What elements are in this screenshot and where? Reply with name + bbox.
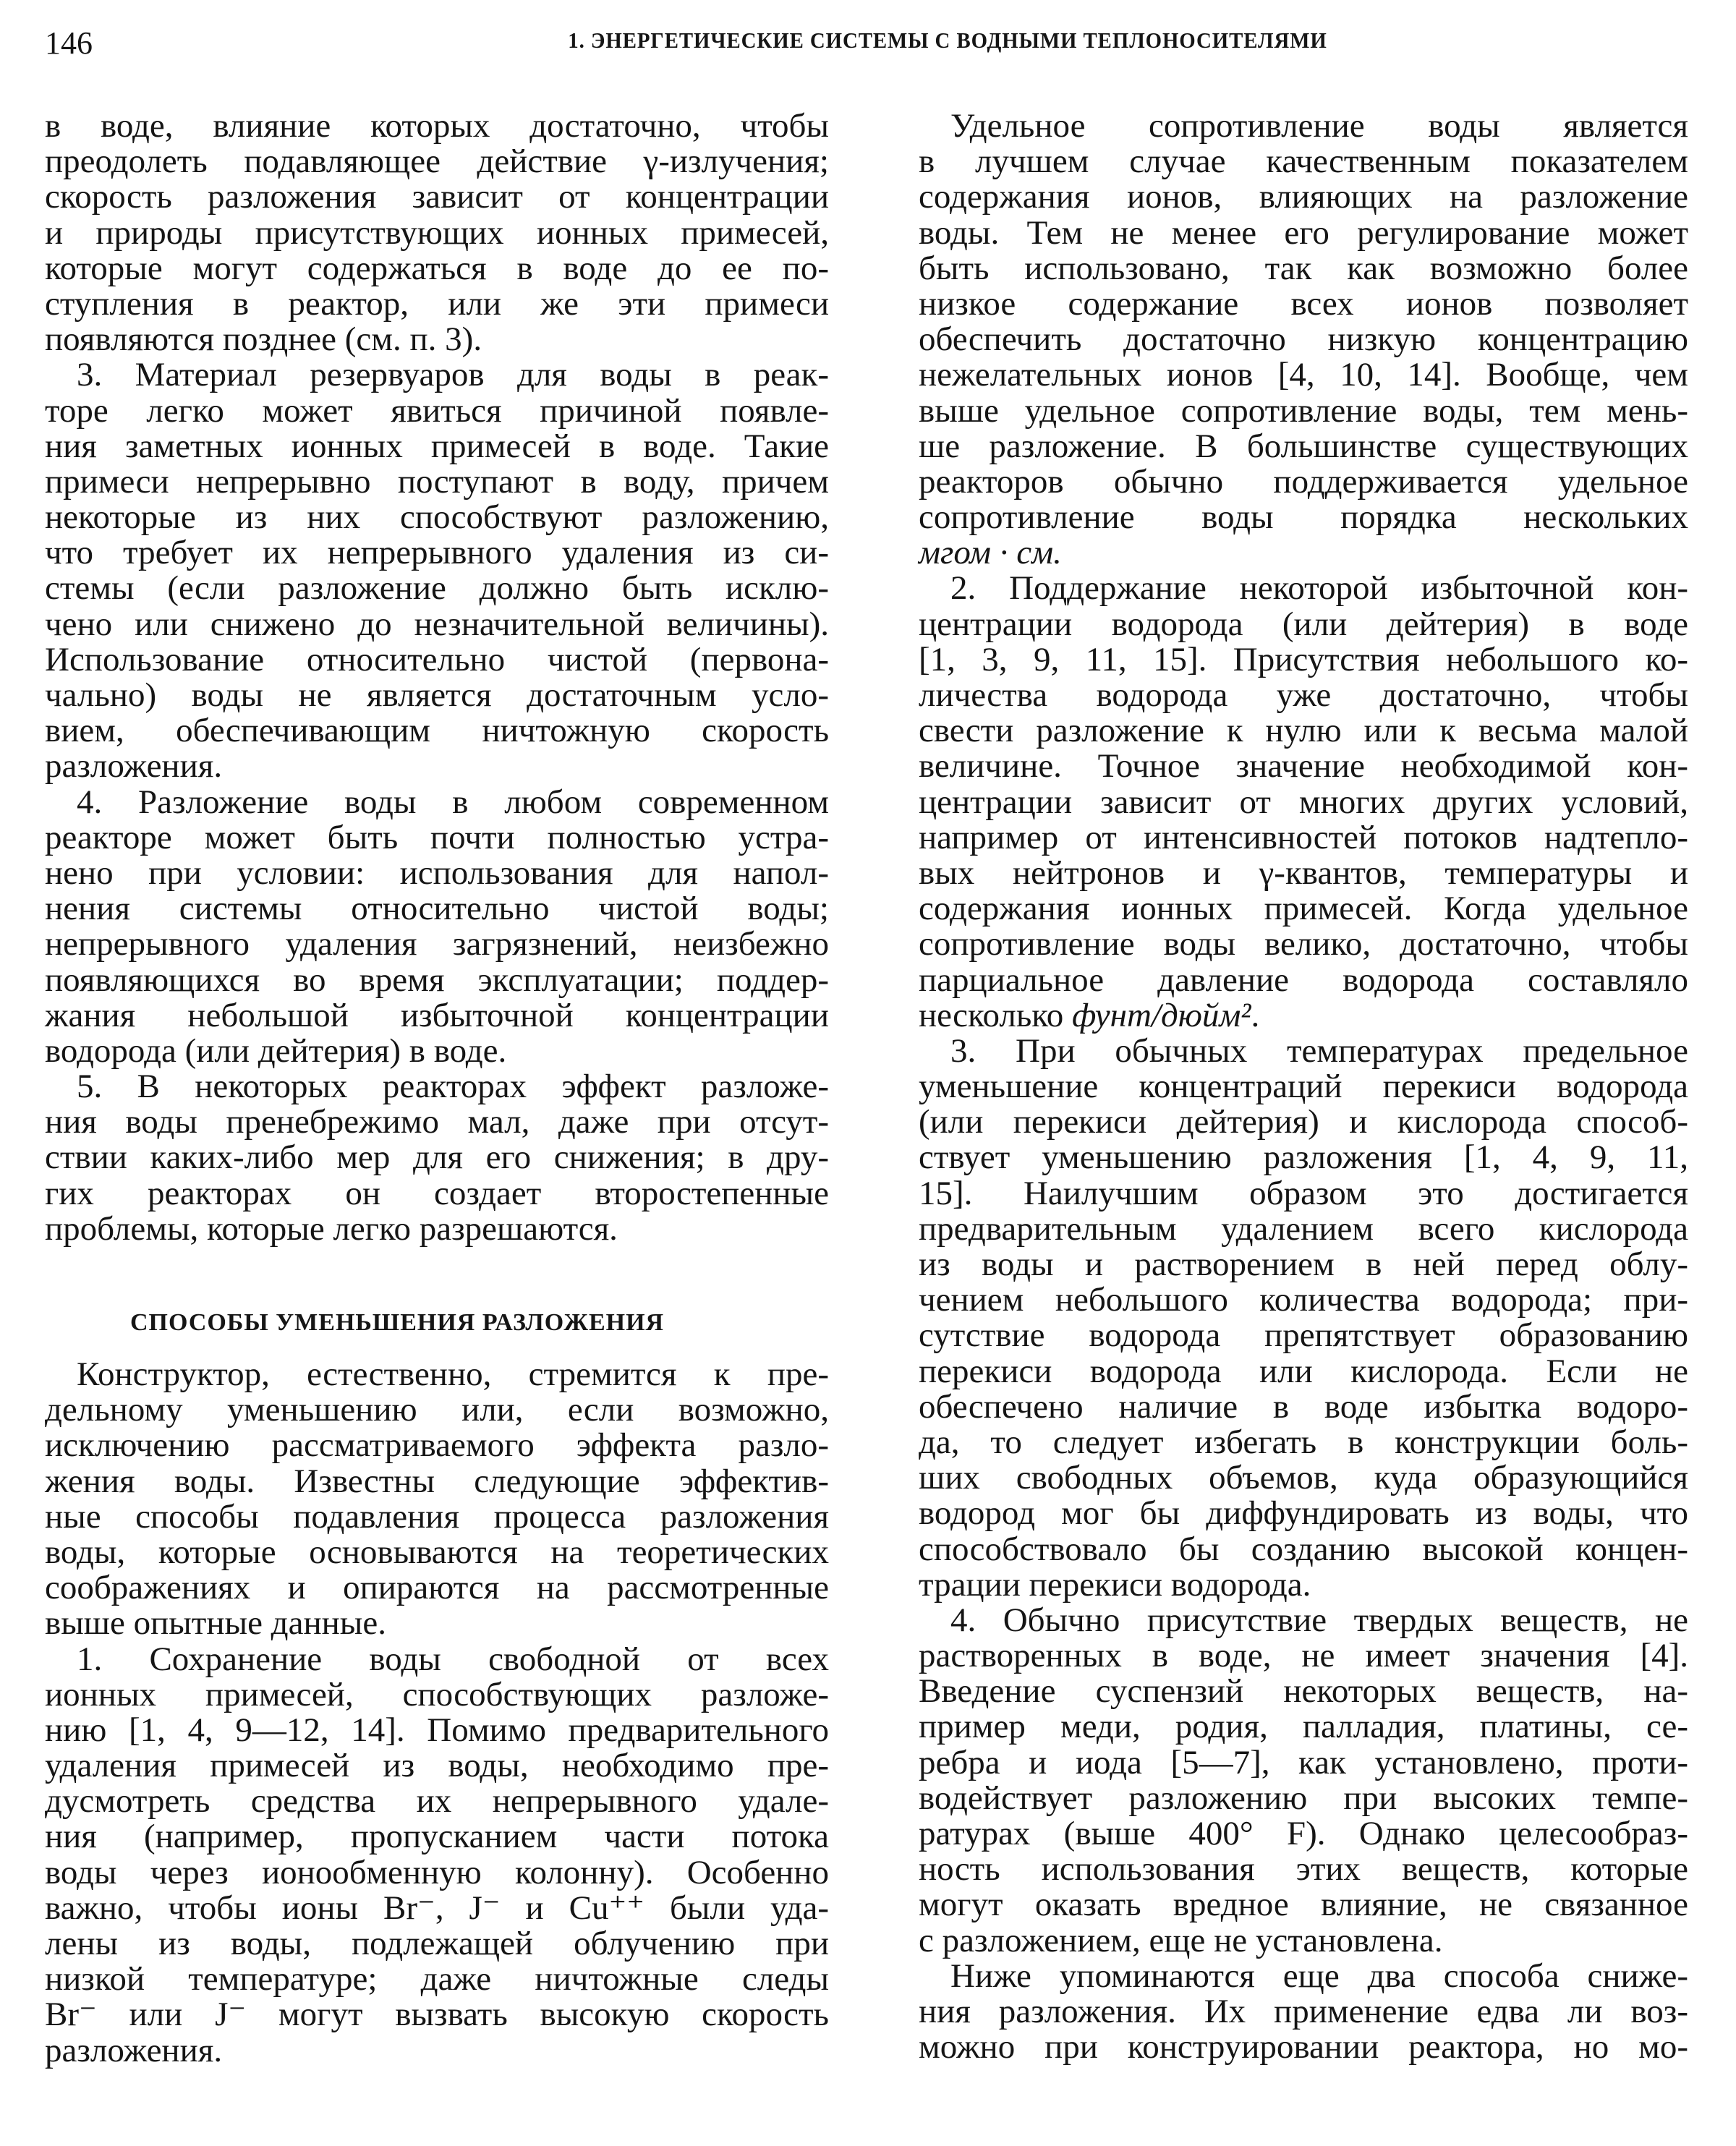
text-line: гих реакторах он создает второстепенные <box>45 1174 829 1212</box>
text-line: 1. Сохранение воды свободной от всех <box>77 1640 829 1678</box>
text-line: ионных примесей, способствующих разложе- <box>45 1675 829 1713</box>
text-line: воды, которые основываются на теоретических <box>45 1533 829 1571</box>
text-line: Удельное сопротивление воды является <box>950 107 1688 145</box>
text-line: ные способы подавления процесса разложения <box>45 1497 829 1536</box>
text-line: да, то следует избегать в конструкции боль- <box>919 1423 1688 1461</box>
text-line: нию [1, 4, 9—12, 14]. Помимо предварительного <box>45 1711 829 1749</box>
text-line: Br⁻ или J⁻ могут вызвать высокую скорость <box>45 1996 829 2034</box>
text-line: ратурах (выше 400° F). Однако целесообраз- <box>919 1815 1688 1852</box>
text-line: появляющихся во время эксплуатации; поддер- <box>45 961 829 999</box>
text-line: пример меди, родия, палладия, платины, се- <box>919 1708 1688 1746</box>
text-line: быть использовано, так как возможно более <box>919 249 1688 287</box>
text-line: нежелательных ионов [4, 10, 14]. Вообще, чем <box>919 356 1688 394</box>
text-line: 15]. Наилучшим образом это достигается <box>919 1174 1688 1212</box>
text-line: скорость разложения зависит от концентрации <box>45 178 829 216</box>
text-line: дельному уменьшению или, если возможно, <box>45 1391 829 1429</box>
text-line: ступления в реактор, или же эти примеси <box>45 284 829 323</box>
text-line: сопротивление воды велико, достаточно, чтобы <box>919 925 1688 963</box>
text-line: удаления примесей из воды, необходимо пре- <box>45 1747 829 1785</box>
text-line: ния заметных ионных примесей в воде. Такие <box>45 427 829 465</box>
text-line: ших свободных объемов, куда образующийся <box>919 1459 1688 1497</box>
paragraph <box>919 1956 1688 2066</box>
text-line: вием, обеспечивающим ничтожную скорость <box>45 712 829 750</box>
text-line: выше удельное сопротивление воды, тем мень- <box>919 391 1688 430</box>
text-line: [1, 3, 9, 11, 15]. Присутствия небольшого ко- <box>919 640 1688 678</box>
page-number: 146 <box>45 25 93 61</box>
text-line: могут оказать вредное влияние, не связанное <box>919 1886 1688 1924</box>
text-line: разложения. <box>45 2031 223 2069</box>
text-line: ния (например, пропусканием части потока <box>45 1818 829 1856</box>
text-line: свести разложение к нулю или к весьма малой <box>919 712 1688 750</box>
text-line: можно при конструировании реактора, но мо- <box>919 2028 1688 2066</box>
text-line: реакторе может быть почти полностью устра- <box>45 818 829 856</box>
text-line: воды через ионообменную колонну). Особенно <box>45 1853 829 1891</box>
text-line: в лучшем случае качественным показателем <box>919 142 1688 181</box>
left-column-bottom <box>45 1357 829 2069</box>
text-line: в воде, влияние которых достаточно, чтобы <box>45 107 829 145</box>
text-line: величине. Точное значение необходимой кон- <box>919 747 1688 785</box>
text-line: центрации зависит от многих других условий, <box>919 783 1688 821</box>
text-line: ния разложения. Их применение едва ли воз- <box>919 1992 1688 2030</box>
text-line: водорода (или дейтерия) в воде. <box>45 1031 507 1070</box>
italic-unit: мгом · см. <box>919 534 1062 572</box>
text-line: Ниже упоминаются еще два способа сниже- <box>950 1956 1688 1995</box>
text-line: из воды и растворением в ней перед облу- <box>919 1246 1688 1283</box>
text-line: ность использования этих веществ, которые <box>919 1850 1688 1889</box>
text-line: содержания ионов, влияющих на разложение <box>919 178 1688 216</box>
text-line: с разложением, еще не установлена. <box>919 1921 1443 1959</box>
text-line: водействует разложению при высоких темпе- <box>919 1779 1688 1817</box>
text-line: сутствие водорода препятствует образованию <box>919 1316 1688 1355</box>
text-line: Конструктор, естественно, стремится к пре- <box>77 1355 829 1393</box>
paragraph <box>45 785 829 1070</box>
text-line: дусмотреть средства их непрерывного удале- <box>45 1782 829 1821</box>
text-line: водород мог бы диффундировать из воды, что <box>919 1494 1688 1533</box>
text-line: чением небольшого количества водорода; при- <box>919 1281 1688 1319</box>
text-line: жания небольшой избыточной концентрации <box>45 996 829 1034</box>
text-line: ше разложение. В большинстве существующих <box>919 427 1688 465</box>
text-span: . <box>1251 996 1260 1034</box>
text-line: (или перекиси дейтерия) и кислорода способ- <box>919 1103 1688 1141</box>
text-line: парциальное давление водорода составляло <box>919 961 1688 999</box>
text-line: способствовало бы созданию высокой концен- <box>919 1530 1688 1568</box>
text-line: содержания ионных примесей. Когда удельное <box>919 890 1688 928</box>
text-line: обеспечено наличие в воде избытка водоро- <box>919 1387 1688 1426</box>
text-line: жения воды. Известны следующие эффектив- <box>45 1462 829 1500</box>
text-line <box>919 535 1688 571</box>
text-line: которые могут содержаться в воде до ее по- <box>45 249 829 287</box>
text-line: проблемы, которые легко разрешаются. <box>45 1209 618 1248</box>
text-line: Использование относительно чистой (первона- <box>45 640 829 678</box>
text-line: ствии каких-либо мер для его снижения; в дру- <box>45 1138 829 1177</box>
text-line: 3. Материал резервуаров для воды в реак- <box>77 356 829 394</box>
text-line <box>919 998 1688 1034</box>
text-line: чально) воды не является достаточным усло- <box>45 676 829 714</box>
text-line: растворенных в воде, не имеет значения [4]. <box>919 1637 1688 1675</box>
text-line: 2. Поддержание некоторой избыточной кон- <box>950 569 1688 608</box>
text-line: непрерывного удаления загрязнений, неизбежно <box>45 925 829 963</box>
running-head: 1. ЭНЕРГЕТИЧЕСКИЕ СИСТЕМЫ С ВОДНЫМИ ТЕПЛОНОСИТЕЛЯМИ <box>568 27 1327 53</box>
text-line: разложения. <box>45 747 223 785</box>
text-line: трации перекиси водорода. <box>919 1565 1311 1604</box>
text-line: чено или снижено до незначительной величины). <box>45 605 829 643</box>
paragraph <box>45 357 829 784</box>
paragraph <box>919 571 1688 1033</box>
text-line: предварительным удалением всего кислорода <box>919 1209 1688 1248</box>
text-line: ребра и иода [5—7], как установлено, проти- <box>919 1743 1688 1781</box>
text-line: 3. При обычных температурах предельное <box>950 1031 1688 1070</box>
text-line: нения системы относительно чистой воды; <box>45 890 829 928</box>
left-column-top <box>45 108 829 1247</box>
text-line: воды. Тем не менее его регулирование может <box>919 213 1688 252</box>
text-line: сопротивление воды порядка нескольких <box>919 498 1688 537</box>
paragraph <box>45 108 829 357</box>
paragraph <box>919 108 1688 571</box>
text-line: личества водорода уже достаточно, чтобы <box>919 676 1688 714</box>
text-line: примеси непрерывно поступают в воду, причем <box>45 462 829 501</box>
paragraph <box>45 1642 829 2069</box>
text-line: некоторые из них способствуют разложению, <box>45 498 829 537</box>
text-line: появляются позднее (см. п. 3). <box>45 320 482 359</box>
text-line: например от интенсивностей потоков надтепло- <box>919 818 1688 856</box>
text-line: 5. В некоторых реакторах эффект разложе- <box>77 1068 829 1106</box>
right-column <box>919 108 1688 2065</box>
section-heading: СПОСОБЫ УМЕНЬШЕНИЯ РАЗЛОЖЕНИЯ <box>130 1309 665 1336</box>
text-line: обеспечить достаточно низкую концентрацию <box>919 320 1688 359</box>
text-line: соображениях и опираются на рассмотренные <box>45 1569 829 1607</box>
text-line: и природы присутствующих ионных примесей, <box>45 213 829 252</box>
text-line: важно, чтобы ионы Br⁻, J⁻ и Cu⁺⁺ были уда- <box>45 1889 829 1927</box>
paragraph <box>919 1603 1688 1959</box>
text-line: ния воды пренебрежимо мал, даже при отсут- <box>45 1103 829 1141</box>
text-line: что требует их непрерывного удаления из си- <box>45 534 829 572</box>
text-line: нено при условии: использования для напол- <box>45 853 829 892</box>
text-line: выше опытные данные. <box>45 1604 386 1643</box>
text-line: преодолеть подавляющее действие γ-излучения; <box>45 142 829 181</box>
text-line: исключению рассматриваемого эффекта разло- <box>45 1426 829 1465</box>
italic-unit: фунт/дюйм² <box>1071 996 1251 1034</box>
text-line: перекиси водорода или кислорода. Если не <box>919 1352 1688 1390</box>
text-line: ствует уменьшению разложения [1, 4, 9, 11, <box>919 1138 1688 1177</box>
text-line: центрации водорода (или дейтерия) в воде <box>919 605 1688 643</box>
text-line: 4. Разложение воды в любом современном <box>77 783 829 821</box>
text-line: низкой температуре; даже ничтожные следы <box>45 1960 829 1998</box>
text-span: несколько <box>919 996 1072 1034</box>
text-line: Введение суспензий некоторых веществ, на- <box>919 1672 1688 1711</box>
text-line: низкое содержание всех ионов позволяет <box>919 284 1688 323</box>
text-line: лены из воды, подлежащей облучению при <box>45 1925 829 1962</box>
text-line: стемы (если разложение должно быть исклю- <box>45 569 829 608</box>
paragraph <box>919 1031 1688 1604</box>
text-line: уменьшение концентраций перекиси водорода <box>919 1068 1688 1106</box>
paragraph <box>45 1069 829 1247</box>
paragraph <box>45 1357 829 1642</box>
text-line: торе легко может явиться причиной появле- <box>45 391 829 430</box>
text-line: вых нейтронов и γ-квантов, температуры и <box>919 853 1688 892</box>
text-line: 4. Обычно присутствие твердых веществ, не <box>950 1601 1688 1639</box>
text-line: реакторов обычно поддерживается удельное <box>919 462 1688 501</box>
